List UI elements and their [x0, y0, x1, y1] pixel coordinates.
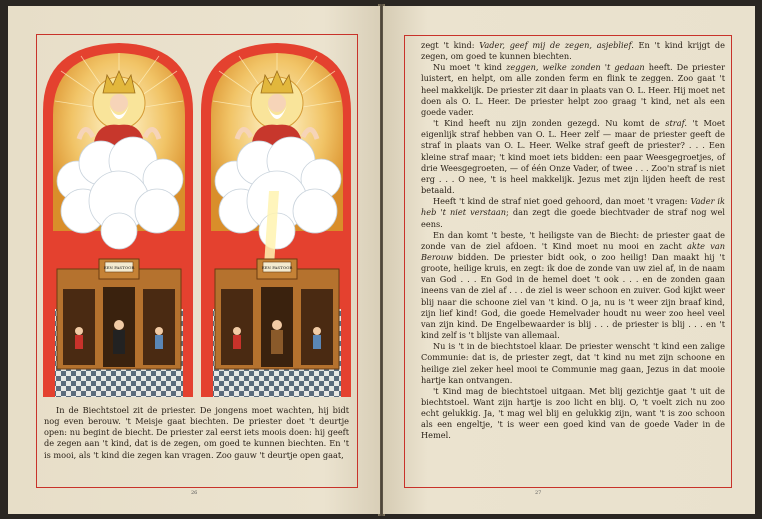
- body-paragraph: [421, 341, 725, 386]
- italic-run: Vader ik heb 't niet verstaan: [421, 196, 725, 218]
- sign-text-left: EEN PASTOOR: [103, 265, 135, 270]
- caption-text: [44, 405, 349, 461]
- text-run: En 't kind krijgt de zegen, om goed te kunnen biechten.: [421, 40, 725, 62]
- body-paragraph: [421, 40, 725, 62]
- text-run: zegt 't kind:: [421, 40, 480, 50]
- text-run: ; dan zegt die goede biechtvader de straf nog wel eens.: [421, 207, 725, 229]
- text-run: heeft. De priester luistert, en helpt, om alle zonden ferm en flink te zeggen. Zoo gaat 't heel makkelijk. De priester zit daar in plaats van O. L. Heer. Hij moet net doen als O. L. Heer. De priester helpt zoo graag 't kind, net als een goede vader.: [421, 62, 725, 117]
- body-paragraph: [421, 230, 725, 342]
- right-page: [383, 6, 755, 514]
- text-run: En dan komt 't beste, 't heiligste van de Biecht: de priester gaat de zonde van de ziel afdoen. 't Kind moet nu mooi en zacht: [421, 229, 725, 251]
- italic-run: akte van Berouw: [421, 240, 725, 262]
- italic-run: zeggen, welke zonden 't gedaan: [506, 62, 645, 73]
- confession-illustration: [41, 41, 353, 397]
- body-text: [421, 40, 725, 442]
- body-paragraph: [421, 386, 725, 442]
- text-run: Nu is 't in de biechtstoel klaar. De priester wenscht 't kind een zalige Communie: dat is, de priester zegt, dat 't kind nu met zijn schoone en heilige ziel zeker heel mooi te Communie mag gaan, Jezus in dat mooie hartje kan ontvangen.: [421, 341, 725, 385]
- text-run: Heeft 't kind de straf niet goed gehoord, dan moet 't vragen:: [433, 196, 691, 207]
- page-number-right: 27: [535, 490, 542, 496]
- text-run: bidden. De priester bidt ook, o zoo heilig! Dan maakt hij 't groote, heilige kruis, en zegt: ik doe de zonde van uw ziel af, in de naam van God . . . En God in de hemel doet 't ook . . . en de zonden gaan ineens van de ziel af . . . de ziel is weer schoon en zuiver. God kijkt weer blij naar die schoone ziel van 't kind. O ja, nu is 't weer zijn braaf kind, zijn lief kind! God, die goede Hemelvader houdt nu weer zoo heel veel van zijn kind. De Engelbewaarder is blij . . . de priester is blij . . . en 't kind zelf is 't blijste van allemaal.: [421, 251, 725, 341]
- caption-paragraph: In de Biechtstoel zit de priester. De jongens moet wachten, hij bidt nog even berouw. 't Meisje gaat biechten. De priester doet 't deurtje open: nu begint de biecht. De priester zal eerst iets moois doen: hij geeft de zegen aan 't kind, dat is de zegen, om goed te kunnen biechten. En 't is mooi, als 't kind die zegen kan vragen. Zoo gauw 't deurtje open gaat,: [44, 405, 349, 460]
- body-paragraph: [421, 118, 725, 196]
- body-paragraph: [421, 196, 725, 229]
- sign-text-right: EEN PASTOOR: [261, 265, 293, 270]
- body-paragraph: [421, 62, 725, 118]
- text-run: Nu moet 't kind: [433, 62, 507, 73]
- left-page: [8, 6, 380, 514]
- panel-right: [201, 43, 351, 397]
- panel-left: [43, 43, 193, 397]
- italic-run: Vader, geef mij de zegen, asjeblief.: [479, 40, 634, 50]
- text-run: 't Kind heeft nu zijn zonden gezegd. Nu komt de: [433, 118, 666, 129]
- italic-run: straf.: [665, 118, 687, 129]
- text-run: 't Kind mag de biechtstoel uitgaan. Met blij gezichtje gaat 't uit de biechtstoel. Want zijn hartje is zoo licht en blij. O, 't voelt zich nu zoo echt gelukkig. Ja, 't mag wel blij en gelukkig zijn, want 't is zoo schoon als een engeltje, 't is weer een goed kind van de goede Vader in de Hemel.: [421, 385, 725, 441]
- page-number-left: 26: [191, 490, 198, 496]
- text-run: 't Moet eigenlijk straf hebben van O. L. Heer zelf — maar de priester geeft de straf in plaats van O. L. Heer. Welke straf geeft de priester? . . . Een kleine straf maar; 't kind moet iets bidden: een paar Weesgegroetjes, of drie Weesgegroeten, — of één Onze Vader, of twee . . . Zoo'n straf is niet erg . . . O nee, 't is heel makkelijk. Jezus met zijn lijden heeft de rest betaald.: [421, 118, 725, 196]
